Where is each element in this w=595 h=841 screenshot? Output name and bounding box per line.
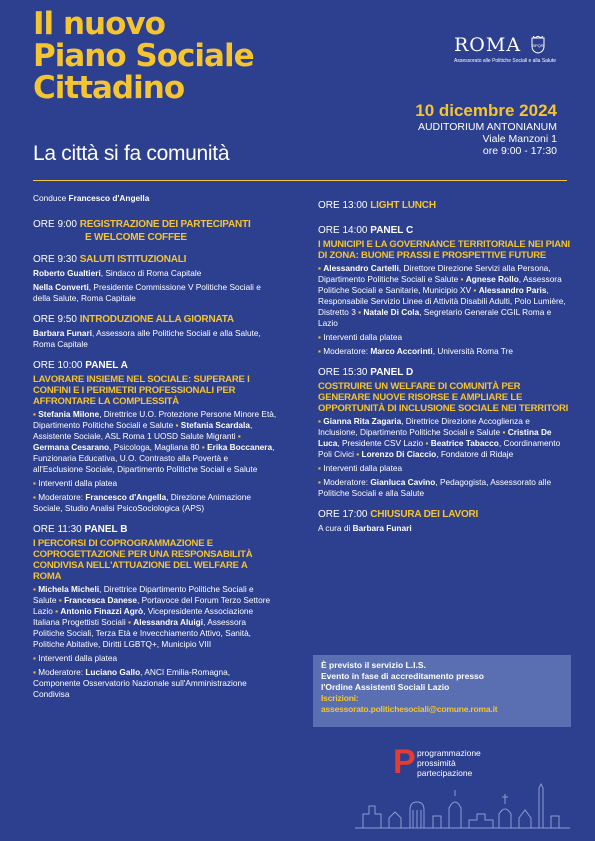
speaker-role: , Segretario Generale CGIL Roma e Lazio — [318, 307, 552, 328]
session-greetings — [33, 253, 277, 304]
brand-line: prossimità — [417, 758, 456, 768]
session-panel-b: ORE 11:30 PANEL B I PERCORSI DI COPROGRAMMAZIONE E COPROGETTAZIONE PER UNA RESPONSABILITÀ CONDIVISA NELL'ATTUAZIONE DEL WELFARE A ROMA ▪ Michela Micheli, Direttrice Dipartimento Politiche Sociali e Salute ▪ Francesca Danese, Portavoce del Forum Terzo Settore Lazio ▪ Antonio Finazzi Agrò, Vicepresidente Associazione Italiana Progettisti Sociali ▪ Alessandra Aluigi, Assessora Politiche Sociali, Terza Età e Invecchiamento Attivo, Sanità, Politiche Abitative, Diritti LGBTQ+, Municipio VIII ▪ Interventi dalla platea ▪ Moderatore: Luciano Gallo, ANCI Emilia-Romagna, Componente Osservatorio Nazionale sull'Amministrazione Condivisa — [33, 523, 277, 700]
registration-email-link[interactable]: assessorato.politichesociali@comune.roma.it — [321, 704, 498, 714]
rome-skyline-icon — [355, 780, 570, 830]
speaker-role: , Assessora alle Politiche Sociali e alla Salute, Roma Capitale — [33, 328, 261, 349]
brand-p-letter — [393, 745, 416, 779]
program-left-column — [33, 193, 277, 709]
speaker-name: Alessandro Paris — [478, 285, 547, 295]
panel-title: I PERCORSI DI COPROGRAMMAZIONE E COPROGETTAZIONE PER UNA RESPONSABILITÀ CONDIVISA NELL'ATTUAZIONE DEL WELFARE A ROMA — [33, 538, 253, 582]
speaker-role: , Funzionaria Educativa, U.O. Contrasto alla Povertà e all'Esclusione Sociale, Dipartimento Politiche Sociali e Salute — [33, 442, 275, 474]
session-time: ORE 15:30 — [318, 367, 368, 378]
session-introduction — [33, 313, 277, 350]
moderator-label: Moderatore: — [323, 477, 368, 487]
lis-notice: È previsto il servizio L.I.S. — [321, 660, 426, 670]
event-info — [415, 101, 557, 157]
session-panel-a: ORE 10:00 PANEL A LAVORARE INSIEME NEL SOCIALE: SUPERARE I CONFINI E I PERIMETRI PROFESSIONALI PER AFFRONTARE LA COMPLESSITÀ ▪ Stefania Milone, Direttrice U.O. Protezione Persone Minore Età, Dipartimento Politiche Sociali e Salute ▪ Stefania Scardala, Assistente Sociale, ASL Roma 1 UOSD Salute Migranti ▪ Germana Cesarano, Psicologa, Magliana 80 ▪ Erika Boccanera, Funzionaria Educativa, U.O. Contrasto alla Povertà e all'Esclusione Sociale, Dipartimento Politiche Sociali e Salute ▪ Interventi dalla platea ▪ Moderatore: Francesco d'Angella, Direzione Animazione Sociale, Studio Analisi PsicoSociologica (APS) — [33, 360, 277, 513]
brand-tagline — [417, 748, 481, 778]
accreditation-notice: Evento in fase di accreditamento presso — [321, 671, 484, 681]
speaker-role: , Assessora Politiche Sociali e Sanitarie, Municipio XV — [318, 274, 562, 295]
session-time: ORE 13:00 — [318, 200, 368, 211]
moderator-role: , Pedagogista, Assessorato alle Politiche Sociali e alla Salute — [318, 477, 552, 498]
session-title: REGISTRAZIONE DEI PARTECIPANTI — [79, 219, 251, 230]
brand-line: partecipazione — [417, 768, 473, 778]
panel-label: PANEL B — [84, 524, 128, 535]
speaker-role: , Psicologa, Magliana 80 — [109, 442, 200, 452]
title-line: Il nuovo — [33, 6, 165, 42]
host-name: Francesco d'Angella — [68, 193, 150, 203]
page-title — [33, 8, 254, 104]
panel-title: LAVORARE INSIEME NEL SOCIALE: SUPERARE I CONFINI E I PERIMETRI PROFESSIONALI PER AFFRONTARE LA COMPLESSITÀ — [33, 374, 250, 407]
brand-letter: P — [393, 743, 416, 781]
audience-interventions: Interventi dalla platea — [38, 478, 118, 488]
roma-logo — [454, 34, 572, 64]
title-line: Cittadino — [33, 70, 185, 106]
speaker-role: , Direttrice U.O. Protezione Persone Minore Età, Dipartimento Politiche Sociali e Salute — [33, 409, 277, 430]
speaker-name: Lorenzo Di Ciaccio — [361, 449, 437, 459]
session-closing — [318, 508, 570, 534]
speaker-name: Antonio Finazzi Agrò — [60, 606, 144, 616]
session-time: ORE 9:30 — [33, 254, 77, 265]
speaker-role: , Assessora Politiche Sociali, Terza Età e Invecchiamento Attivo, Sanità, Politiche Abitative, Diritti LGBTQ+, Municipio VIII — [33, 617, 251, 649]
session-time: ORE 14:00 — [318, 225, 368, 236]
speaker-name: Alessandro Cartelli — [323, 263, 399, 273]
program-right-column — [318, 199, 570, 543]
session-registration — [33, 218, 277, 244]
speaker-role: , Sindaco di Roma Capitale — [100, 268, 202, 278]
logo-subtitle: Assessorato alle Politiche Sociali e alla Salute — [454, 58, 556, 64]
audience-interventions: Interventi dalla platea — [38, 653, 118, 663]
moderator-name: Luciano Gallo — [85, 667, 141, 677]
speaker-name: Stefania Milone — [38, 409, 100, 419]
curated-by-label: A cura di — [318, 523, 351, 533]
info-box — [313, 655, 571, 727]
speaker-role: , Vicepresidente Associazione Italiana Progettisti Sociali — [33, 606, 254, 627]
speaker-name: Nella Converti — [33, 282, 89, 292]
moderator-role: , ANCI Emilia-Romagna, Componente Osservatorio Nazionale sull'Amministrazione Condivisa — [33, 667, 247, 699]
session-title: SALUTI ISTITUZIONALI — [79, 254, 187, 265]
header-divider — [33, 180, 567, 181]
title-line: Piano Sociale — [33, 38, 254, 74]
speaker-role: , Direttrice Dipartimento Politiche Sociali e Salute — [33, 584, 254, 605]
speaker-name: Erika Boccanera — [207, 442, 273, 452]
speaker-role: , Responsabile Servizio Linee di Attività Disabili Adulti, Polo Lumière, Distretto 3 — [318, 285, 566, 317]
panel-title: I MUNICIPI E LA GOVERNANCE TERRITORIALE NEI PIANI DI ZONA: BUONE PRASSI E PROSPETTIVE FUTURE — [318, 239, 570, 261]
session-lunch — [318, 199, 570, 212]
curated-by-name: Barbara Funari — [352, 523, 412, 533]
session-title: LIGHT LUNCH — [370, 200, 436, 211]
speaker-name: Francesca Danese — [64, 595, 137, 605]
panel-label: PANEL A — [85, 360, 128, 371]
moderator-label: Moderatore: — [323, 346, 368, 356]
speaker-role: , Assistente Sociale, ASL Roma 1 UOSD Salute Migranti — [33, 420, 253, 441]
session-panel-d: ORE 15:30 PANEL D COSTRUIRE UN WELFARE DI COMUNITÀ PER GENERARE NUOVE RISORSE E AMPLIARE LE OPPORTUNITÀ DI INCLUSIONE SOCIALE NEI TERRITORI ▪ Gianna Rita Zagaria, Direttrice Direzione Accoglienza e Inclusione, Dipartimento Politiche Sociali e Salute ▪ Cristina De Luca, Presidente CSV Lazio ▪ Beatrice Tabacco, Coordinamento Poli Civici ▪ Lorenzo Di Ciaccio, Fondatore di Ridaje ▪ Interventi dalla platea ▪ Moderatore: Gianluca Cavino, Pedagogista, Assessorato alle Politiche Sociali e alla Salute — [318, 367, 569, 498]
moderator-name: Marco Accorinti — [370, 346, 433, 356]
moderator-name: Gianluca Cavino — [370, 477, 436, 487]
panel-title: COSTRUIRE UN WELFARE DI COMUNITÀ PER GENERARE NUOVE RISORSE E AMPLIARE LE OPPORTUNITÀ DI INCLUSIONE SOCIALE NEI TERRITORI — [318, 381, 569, 414]
host-label: Conduce — [33, 193, 67, 203]
event-venue: AUDITORIUM ANTONIANUM — [417, 121, 557, 133]
moderator-label: Moderatore: — [38, 492, 83, 502]
speaker-role: , Direttrice Direzione Accoglienza e Inclusione, Dipartimento Politiche Sociali e Salute — [318, 416, 530, 437]
session-title: INTRODUZIONE ALLA GIORNATA — [79, 314, 234, 325]
speaker-name: Germana Cesarano — [33, 442, 110, 452]
page-subtitle: La città si fa comunità — [33, 142, 230, 165]
moderator-label: Moderatore: — [38, 667, 83, 677]
speaker-name: Alessandra Aluigi — [133, 617, 204, 627]
accreditation-body: l'Ordine Assistenti Sociali Lazio — [321, 682, 450, 692]
event-address: Viale Manzoni 1 — [482, 133, 557, 145]
session-title: E WELCOME COFFEE — [85, 232, 187, 243]
session-time: ORE 9:50 — [33, 314, 77, 325]
moderator-role: , Direzione Animazione Sociale, Studio Analisi PsicoSociologica (APS) — [33, 492, 251, 513]
host-line — [33, 193, 277, 204]
coat-of-arms-icon — [531, 36, 545, 54]
panel-label: PANEL C — [370, 225, 414, 236]
brand-line: programmazione — [417, 748, 481, 758]
audience-interventions: Interventi dalla platea — [323, 332, 403, 342]
speaker-role: , Fondatore di Ridaje — [436, 449, 514, 459]
session-time: ORE 11:30 — [33, 524, 82, 535]
logo-text: ROMA — [454, 34, 522, 56]
svg-text:SPQR: SPQR — [532, 43, 544, 48]
event-hours: ore 9:00 - 17:30 — [482, 145, 557, 157]
speaker-name: Roberto Gualtieri — [33, 268, 101, 278]
speaker-name: Beatrice Tabacco — [430, 438, 499, 448]
event-date: 10 dicembre 2024 — [415, 101, 557, 120]
audience-interventions: Interventi dalla platea — [323, 463, 403, 473]
speaker-role: , Presidente CSV Lazio — [337, 438, 424, 448]
speaker-name: Michela Micheli — [38, 584, 100, 594]
speaker-role: , Direttore Direzione Servizi alla Persona, Dipartimento Politiche Sociali e Salute — [318, 263, 551, 284]
speaker-name: Agnese Rollo — [465, 274, 519, 284]
session-time: ORE 17:00 — [318, 509, 368, 520]
speaker-role: , Presidente Commissione V Politiche Sociali e della Salute, Roma Capitale — [33, 282, 261, 303]
registration-label: Iscrizioni: — [321, 693, 359, 703]
session-panel-c: ORE 14:00 PANEL C I MUNICIPI E LA GOVERNANCE TERRITORIALE NEI PIANI DI ZONA: BUONE PRASSI E PROSPETTIVE FUTURE ▪ Alessandro Cartelli, Direttore Direzione Servizi alla Persona, Dipartimento Politiche Sociali e Salute ▪ Agnese Rollo, Assessora Politiche Sociali e Sanitarie, Municipio XV ▪ Alessandro Paris, Responsabile Servizio Linee di Attività Disabili Adulti, Polo Lumière, Distretto 3 ▪ Natale Di Cola, Segretario Generale CGIL Roma e Lazio ▪ Interventi dalla platea ▪ Moderatore: Marco Accorinti, Università Roma Tre — [318, 225, 570, 356]
panel-label: PANEL D — [370, 367, 414, 378]
speaker-role: , Portavoce del Forum Terzo Settore Lazio — [33, 595, 271, 616]
session-title: CHIUSURA DEI LAVORI — [370, 509, 479, 520]
session-time: ORE 9:00 — [33, 219, 77, 230]
speaker-name: Gianna Rita Zagaria — [323, 416, 402, 426]
speaker-role: , Coordinamento Poli Civici — [318, 438, 561, 459]
speaker-name: Barbara Funari — [33, 328, 93, 338]
moderator-name: Francesco d'Angella — [85, 492, 167, 502]
speaker-name: Natale Di Cola — [363, 307, 420, 317]
moderator-role: , Università Roma Tre — [432, 346, 513, 356]
speaker-name: Stefania Scardala — [180, 420, 250, 430]
session-time: ORE 10:00 — [33, 360, 83, 371]
speaker-name: Cristina De Luca — [318, 427, 552, 448]
